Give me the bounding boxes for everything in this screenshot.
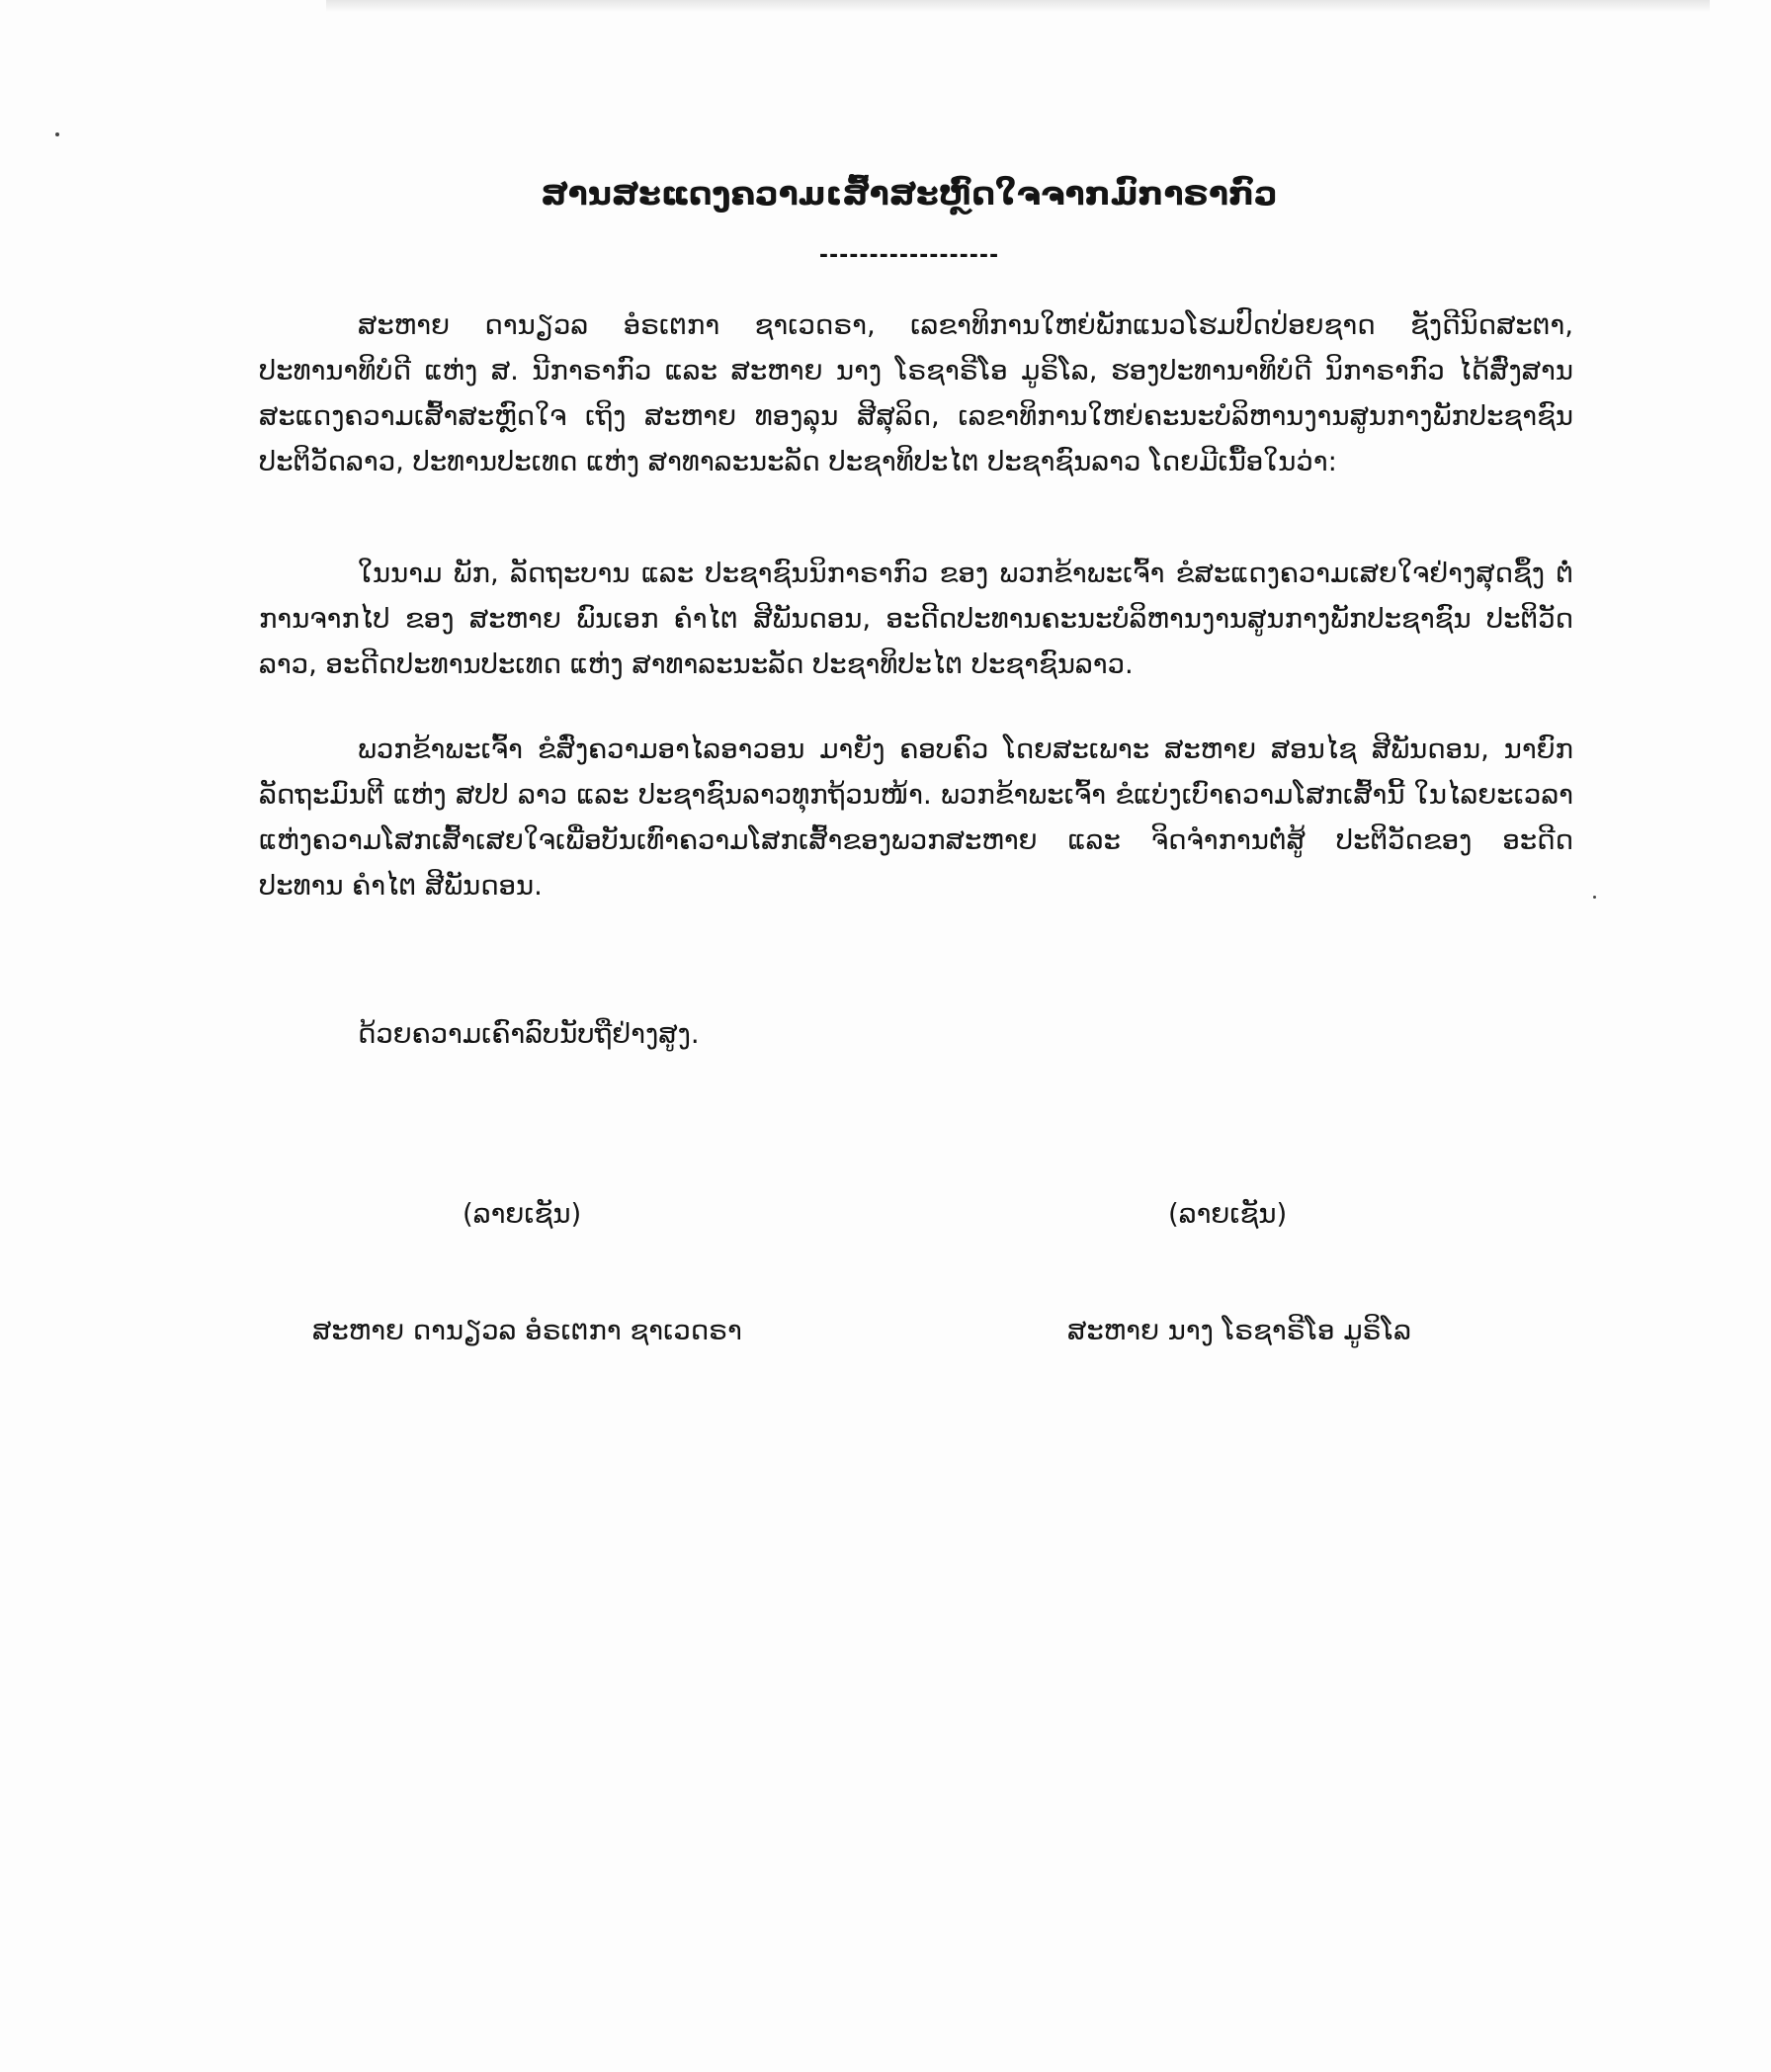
- signatory-name-left: ສະຫາຍ ດານຽວລ ອໍຣເຕກາ ຊາເວດຣາ: [312, 1315, 742, 1346]
- scan-speck: [55, 132, 59, 136]
- paragraph-sympathy: ພວກຂ້າພະເຈົ້າ ຂໍສົ່ງຄວາມອາໄລອາວອນ ມາຍັງ ຄອບຄົວ ໂດຍສະເພາະ ສະຫາຍ ສອນໄຊ ສີພັນດອນ, ນາຍົກລັດຖະມົນຕີ ແຫ່ງ ສປປ ລາວ ແລະ ປະຊາຊົນລາວທຸກຖ້ວນໜ້າ. ພວກຂ້າພະເຈົ້າ ຂໍແບ່ງເບົາຄວາມໂສກເສົ້ານີ້ ໃນໄລຍະເວລາແຫ່ງຄວາມໂສກເສົ້າເສຍໃຈເພື່ອບັນເທົາຄວາມໂສກເສົ້າຂອງພວກສະຫາຍ ແລະ ຈິດຈໍາການຕໍ່ສູ້ ປະຕິວັດຂອງ ອະດີດ ປະທານ ຄໍາໄຕ ສີພັນດອນ.: [259, 734, 1573, 902]
- paragraph-condolence: ໃນນາມ ພັກ, ລັດຖະບານ ແລະ ປະຊາຊົນນິກາຣາກົວ ຂອງ ພວກຂ້າພະເຈົ້າ ຂໍສະແດງຄວາມເສຍໃຈຢ່າງສຸດຊຶ້ງ ຕໍ່ການຈາກໄປ ຂອງ ສະຫາຍ ພົນເອກ ຄໍາໄຕ ສີພັນດອນ, ອະດີດປະທານຄະນະບໍລິຫານງານສູນກາງພັກປະຊາຊົນ ປະຕິວັດລາວ, ອະດີດປະທານປະເທດ ແຫ່ງ ສາທາລະນະລັດ ປະຊາທິປະໄຕ ປະຊາຊົນລາວ.: [259, 558, 1573, 680]
- signature-label-right: (ລາຍເຊັນ): [1168, 1198, 1288, 1230]
- scan-speck: [1593, 896, 1596, 899]
- signature-label-left: (ລາຍເຊັນ): [463, 1198, 582, 1230]
- document-title: ສານສະແດງຄວາມເສົ້າສະຫຼົດໃຈຈາກມົກາຣາກົວ: [541, 174, 1278, 213]
- closing-line: ດ້ວຍຄວາມເຄົາລົບນັບຖືຢ່າງສູງ.: [358, 1018, 700, 1050]
- title-underline: ------------------: [818, 243, 1000, 268]
- scan-edge-shadow: [326, 0, 1710, 12]
- signatory-name-right: ສະຫາຍ ນາງ ໂຣຊາຣີໂອ ມູຣິໂລ: [1067, 1315, 1411, 1346]
- paragraph-intro: ສະຫາຍ ດານຽວລ ອໍຣເຕກາ ຊາເວດຣາ, ເລຂາທິການໃຫຍ່ພັກແນວໂຮມປົດປ່ອຍຊາດ ຊັງດີນິດສະຕາ, ປະທານາທິບໍດີ ແຫ່ງ ສ. ນີກາຣາກົວ ແລະ ສະຫາຍ ນາງ ໂຣຊາຣີໂອ ມູຣິໂລ, ຮອງປະທານາທິບໍດີ ນິກາຣາກົວ ໄດ້ສົ່ງສານສະແດງຄວາມເສົ້າສະຫຼົດໃຈ ເຖິງ ສະຫາຍ ທອງລຸນ ສີສຸລິດ, ເລຂາທິການໃຫຍ່ຄະນະບໍລິຫານງານສູນກາງພັກປະຊາຊົນ ປະຕິວັດລາວ, ປະທານປະເທດ ແຫ່ງ ສາທາລະນະລັດ ປະຊາທິປະໄຕ ປະຊາຊົນລາວ ໂດຍມີເນື້ອໃນວ່າ:: [259, 309, 1573, 477]
